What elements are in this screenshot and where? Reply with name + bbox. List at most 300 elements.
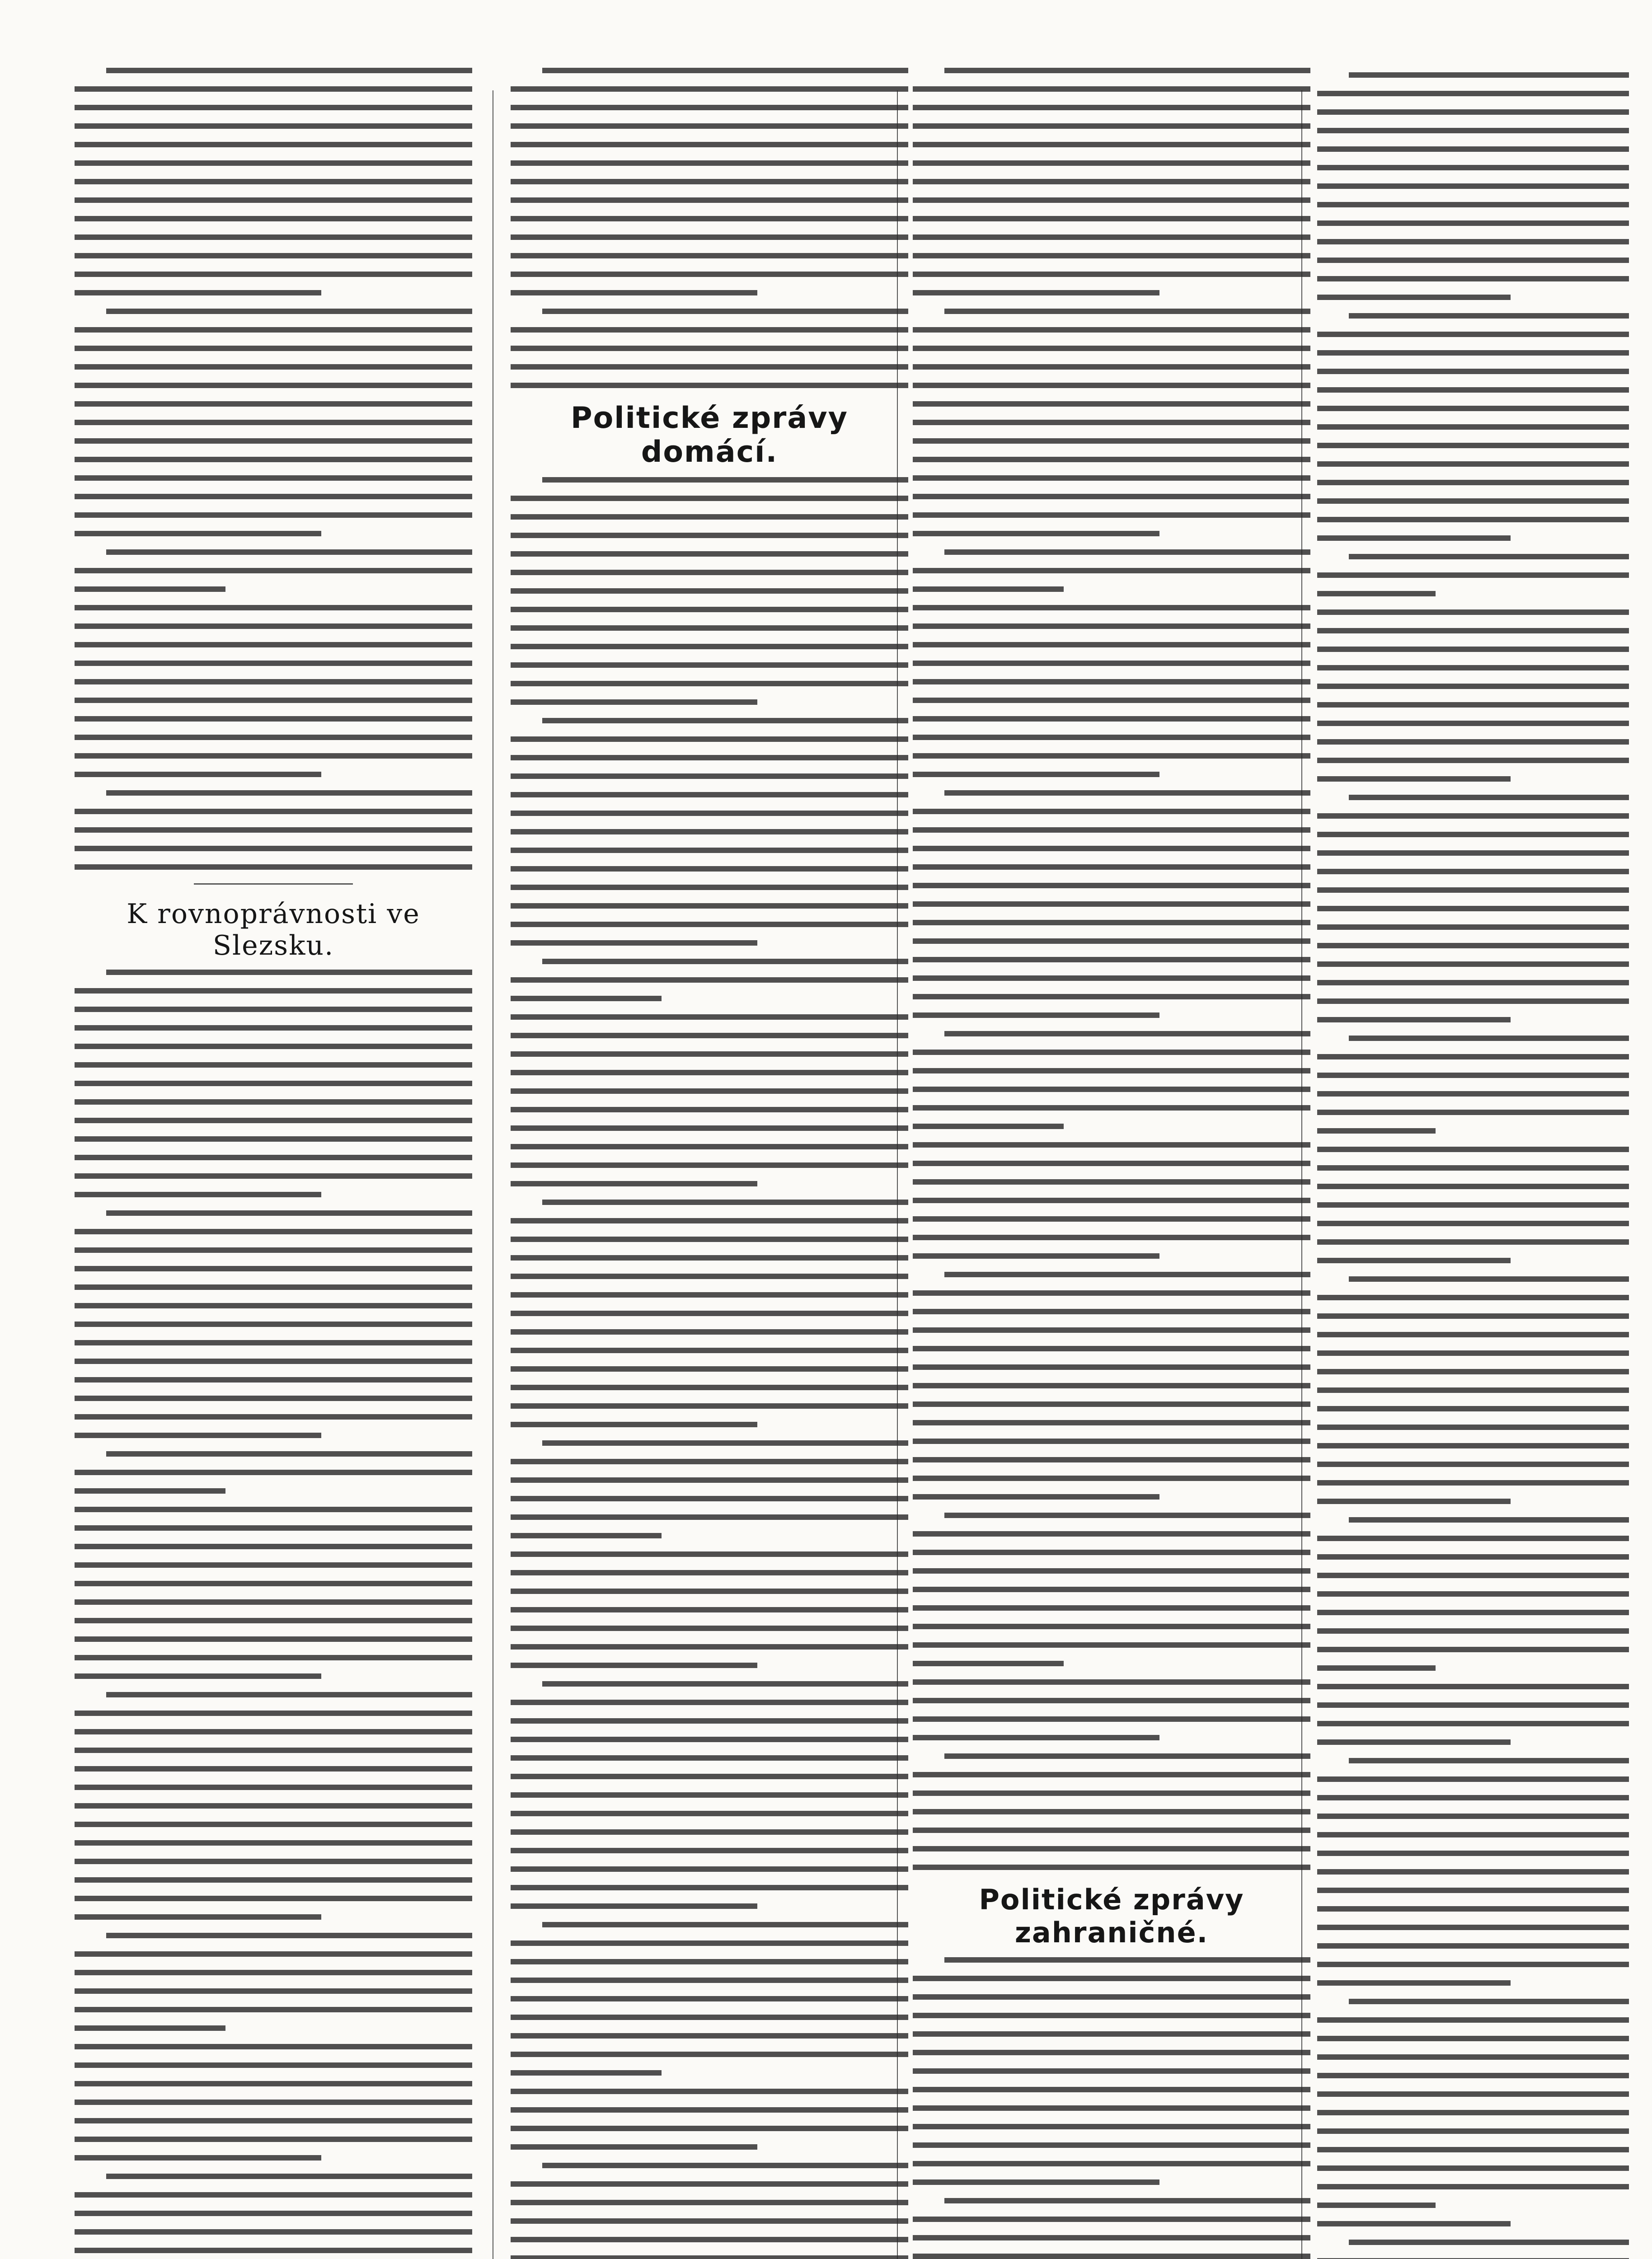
text-line xyxy=(542,309,908,314)
text-line xyxy=(1317,1462,1629,1467)
text-line xyxy=(511,977,908,983)
text-line xyxy=(75,216,472,221)
text-line xyxy=(511,1940,908,1946)
text-line xyxy=(913,346,1310,351)
text-line xyxy=(511,773,908,779)
text-line xyxy=(1317,1591,1629,1597)
text-line xyxy=(75,2155,321,2161)
text-line xyxy=(75,1914,321,1920)
column-4 xyxy=(1317,72,1629,2259)
text-line xyxy=(75,512,472,518)
text-line xyxy=(1317,721,1629,726)
column-4-text xyxy=(1317,72,1629,2259)
text-line xyxy=(75,2211,472,2216)
text-line xyxy=(1349,72,1629,78)
text-line xyxy=(75,1636,472,1642)
text-line xyxy=(106,790,472,796)
text-line xyxy=(913,1494,1159,1500)
text-line xyxy=(511,1737,908,1742)
text-line xyxy=(511,736,908,742)
text-line xyxy=(944,68,1310,73)
text-line xyxy=(1317,1684,1629,1689)
text-line xyxy=(511,811,908,816)
text-line xyxy=(511,588,908,594)
text-line xyxy=(75,401,472,407)
text-line xyxy=(75,142,472,147)
text-line xyxy=(511,514,908,520)
text-line xyxy=(511,1607,908,1612)
text-line xyxy=(511,922,908,927)
text-line xyxy=(1317,258,1629,263)
text-line xyxy=(542,477,908,483)
text-line xyxy=(913,735,1310,740)
text-line xyxy=(913,642,1310,647)
text-line xyxy=(106,1692,472,1697)
text-line xyxy=(913,716,1310,722)
text-line xyxy=(1317,1554,1629,1560)
text-line xyxy=(75,1803,472,1809)
text-line xyxy=(913,1772,1310,1777)
text-line xyxy=(913,438,1310,444)
text-line xyxy=(511,1329,908,1335)
text-line xyxy=(913,1476,1310,1481)
text-line xyxy=(75,1877,472,1883)
text-line xyxy=(511,1551,908,1557)
text-line xyxy=(944,1957,1310,1963)
text-line xyxy=(511,699,757,705)
text-line xyxy=(913,1327,1310,1333)
column-2-top-text xyxy=(511,68,908,388)
text-line xyxy=(1317,1795,1629,1800)
text-line xyxy=(913,772,1159,777)
text-line xyxy=(1317,1425,1629,1430)
text-line xyxy=(75,105,472,110)
text-line xyxy=(511,607,908,612)
text-line xyxy=(75,1229,472,1234)
text-line xyxy=(542,718,908,723)
text-line xyxy=(511,1570,908,1575)
text-line xyxy=(106,1933,472,1938)
text-line xyxy=(511,123,908,129)
text-line xyxy=(75,475,472,481)
text-line xyxy=(75,290,321,295)
text-line xyxy=(1317,1832,1629,1837)
text-line xyxy=(511,2126,908,2131)
text-line xyxy=(75,1433,321,1438)
text-line xyxy=(75,2229,472,2235)
text-line xyxy=(511,105,908,110)
text-line xyxy=(106,1451,472,1457)
text-line xyxy=(1317,461,1629,467)
text-line xyxy=(75,1155,472,1160)
text-line xyxy=(511,755,908,760)
text-line xyxy=(913,123,1310,129)
text-line xyxy=(75,1711,472,1716)
text-line xyxy=(1317,406,1629,411)
text-line xyxy=(511,2107,908,2113)
text-line xyxy=(511,940,757,946)
text-line xyxy=(511,1866,908,1872)
text-line xyxy=(1317,2017,1629,2023)
text-line xyxy=(913,1235,1310,1240)
text-line xyxy=(913,753,1310,759)
text-line xyxy=(944,790,1310,796)
text-line xyxy=(75,809,472,814)
column-3-mid-text xyxy=(913,1957,1310,2259)
text-line xyxy=(75,234,472,240)
text-line xyxy=(542,1440,908,1446)
text-line xyxy=(75,1284,472,1290)
text-line xyxy=(913,1309,1310,1314)
text-line xyxy=(542,2163,908,2168)
text-line xyxy=(511,1700,908,1705)
text-line xyxy=(1317,2165,1629,2171)
text-line xyxy=(913,1457,1310,1462)
text-line xyxy=(511,197,908,203)
text-line xyxy=(913,2050,1310,2055)
text-line xyxy=(1317,239,1629,244)
text-line xyxy=(511,1051,908,1057)
text-line xyxy=(511,866,908,872)
text-line xyxy=(913,457,1310,462)
column-1 xyxy=(75,68,472,2259)
text-line xyxy=(75,1081,472,1086)
text-line xyxy=(913,2235,1310,2240)
text-line xyxy=(1349,2240,1629,2245)
text-line xyxy=(75,1655,472,1660)
text-line xyxy=(1349,1036,1629,1041)
text-line xyxy=(1317,609,1629,615)
text-line xyxy=(913,568,1310,573)
text-line xyxy=(1317,128,1629,133)
text-line xyxy=(913,623,1310,629)
text-line xyxy=(511,86,908,92)
text-line xyxy=(1317,1628,1629,1634)
text-line xyxy=(944,2198,1310,2203)
text-line xyxy=(1317,535,1511,541)
text-line xyxy=(1317,202,1629,207)
text-line xyxy=(75,2007,472,2012)
text-line xyxy=(1317,350,1629,356)
text-line xyxy=(75,1766,472,1772)
text-line xyxy=(75,753,472,759)
text-line xyxy=(511,1718,908,1724)
text-line xyxy=(75,1470,472,1475)
text-line xyxy=(1317,1313,1629,1319)
text-line xyxy=(913,1050,1310,1055)
text-line xyxy=(75,1303,472,1308)
text-line xyxy=(511,1459,908,1464)
text-line xyxy=(511,662,908,668)
text-line xyxy=(913,272,1310,277)
text-line xyxy=(511,1181,757,1186)
text-line xyxy=(913,2105,1310,2111)
text-line xyxy=(913,1401,1310,1407)
text-line xyxy=(1317,813,1629,819)
text-line xyxy=(511,903,908,909)
column-1-top-text xyxy=(75,68,472,870)
text-line xyxy=(542,68,908,73)
text-line xyxy=(913,661,1310,666)
text-line xyxy=(75,2044,472,2049)
text-line xyxy=(75,846,472,851)
text-line xyxy=(75,1192,321,1197)
text-line xyxy=(1317,1814,1629,1819)
text-line xyxy=(913,105,1310,110)
text-line xyxy=(1317,2221,1511,2226)
text-line xyxy=(1317,2147,1629,2152)
text-line xyxy=(75,2248,472,2253)
text-line xyxy=(75,988,472,994)
text-line xyxy=(913,1550,1310,1555)
text-line xyxy=(1317,850,1629,856)
text-line xyxy=(511,496,908,501)
text-line xyxy=(75,457,472,462)
text-line xyxy=(75,772,321,777)
text-line xyxy=(1317,1869,1629,1875)
text-line xyxy=(511,383,908,388)
text-line xyxy=(75,1785,472,1790)
text-line xyxy=(944,1753,1310,1759)
text-line xyxy=(913,383,1310,388)
text-line xyxy=(511,1829,908,1835)
text-line xyxy=(75,716,472,722)
text-line xyxy=(511,644,908,649)
text-line xyxy=(913,2068,1310,2074)
text-line xyxy=(1317,2128,1629,2134)
text-line xyxy=(913,86,1310,92)
text-line xyxy=(75,197,472,203)
text-line xyxy=(511,848,908,853)
text-line xyxy=(511,1848,908,1853)
text-line xyxy=(913,1198,1310,1203)
text-line xyxy=(913,1679,1310,1685)
text-line xyxy=(1317,146,1629,152)
text-line xyxy=(913,1420,1310,1425)
text-line xyxy=(511,2200,908,2205)
text-line xyxy=(1317,220,1629,226)
text-line xyxy=(511,2070,662,2076)
text-line xyxy=(1317,647,1629,652)
text-line xyxy=(1317,1387,1629,1393)
text-line xyxy=(75,531,321,536)
text-line xyxy=(75,160,472,166)
text-line xyxy=(1317,443,1629,448)
text-line xyxy=(75,1562,472,1568)
text-line xyxy=(75,1859,472,1864)
text-line xyxy=(913,327,1310,333)
text-line xyxy=(75,623,472,629)
text-line xyxy=(913,420,1310,425)
text-line xyxy=(511,1107,908,1112)
text-line xyxy=(75,438,472,444)
text-line xyxy=(75,1544,472,1549)
text-line xyxy=(75,1340,472,1345)
text-line xyxy=(75,1618,472,1623)
separator xyxy=(194,883,353,885)
text-line xyxy=(75,2118,472,2123)
text-line xyxy=(944,1031,1310,1036)
text-line xyxy=(75,827,472,833)
text-line xyxy=(913,1568,1310,1574)
text-line xyxy=(1317,1499,1511,1504)
text-line xyxy=(511,1978,908,1983)
text-line xyxy=(913,2013,1310,2018)
text-line xyxy=(511,1403,908,1409)
text-line xyxy=(1317,2036,1629,2041)
text-line xyxy=(511,327,908,333)
text-line xyxy=(1317,1925,1629,1930)
text-line xyxy=(913,1216,1310,1222)
text-line xyxy=(1317,1647,1629,1652)
text-line xyxy=(75,605,472,610)
text-line xyxy=(511,1996,908,2001)
text-line xyxy=(511,1366,908,1372)
text-line xyxy=(913,1976,1310,1981)
text-line xyxy=(1317,498,1629,504)
headline-foreign-politics: Politické zprávy zahraničné. xyxy=(979,1883,1244,1949)
text-line xyxy=(1349,1517,1629,1523)
text-line xyxy=(1317,276,1629,281)
text-line xyxy=(511,1385,908,1390)
text-line xyxy=(913,1846,1310,1851)
text-line xyxy=(75,1488,225,1494)
text-line xyxy=(75,1970,472,1975)
text-line xyxy=(1317,628,1629,633)
text-line xyxy=(944,549,1310,555)
text-line xyxy=(106,2174,472,2179)
text-line xyxy=(913,494,1310,499)
text-line xyxy=(1317,1369,1629,1374)
text-line xyxy=(511,792,908,797)
text-line xyxy=(511,272,908,277)
text-line xyxy=(913,401,1310,407)
text-line xyxy=(913,475,1310,481)
text-line xyxy=(106,970,472,975)
text-line xyxy=(75,123,472,129)
text-line xyxy=(1317,961,1629,967)
text-line xyxy=(913,1642,1310,1648)
text-line xyxy=(511,1885,908,1890)
text-line xyxy=(511,1792,908,1798)
text-line xyxy=(511,1589,908,1594)
text-line xyxy=(1317,1202,1629,1208)
text-line xyxy=(913,1828,1310,1833)
text-line xyxy=(75,1377,472,1383)
text-line xyxy=(1317,1091,1629,1097)
text-line xyxy=(75,1988,472,1994)
text-line xyxy=(913,531,1159,536)
text-line xyxy=(75,272,472,277)
text-line xyxy=(75,1359,472,1364)
text-line xyxy=(913,1161,1310,1166)
text-line xyxy=(1317,91,1629,96)
text-line xyxy=(913,1809,1310,1814)
text-line xyxy=(106,309,472,314)
text-line xyxy=(75,1599,472,1605)
text-line xyxy=(542,1681,908,1687)
text-line xyxy=(75,179,472,184)
text-line xyxy=(913,2254,1310,2259)
text-line xyxy=(1317,1128,1436,1134)
text-line xyxy=(913,1735,1159,1740)
text-line xyxy=(511,2218,908,2224)
text-line xyxy=(1317,2184,1629,2189)
text-line xyxy=(511,2015,908,2020)
text-line xyxy=(913,1179,1310,1185)
text-line xyxy=(511,160,908,166)
column-2-main-text xyxy=(511,477,908,2259)
text-line xyxy=(913,2217,1310,2222)
text-line xyxy=(1317,906,1629,911)
text-line xyxy=(1317,1350,1629,1356)
text-line xyxy=(1317,1980,1511,1986)
text-line xyxy=(75,1025,472,1031)
text-line xyxy=(913,290,1159,295)
text-line xyxy=(913,2087,1310,2092)
text-line xyxy=(1317,1054,1629,1059)
text-line xyxy=(1317,1906,1629,1912)
text-line xyxy=(511,1755,908,1761)
text-line xyxy=(1349,1758,1629,1763)
text-line xyxy=(1317,702,1629,708)
text-line xyxy=(913,1790,1310,1796)
text-line xyxy=(1349,1276,1629,1282)
text-line xyxy=(75,1266,472,1271)
text-line xyxy=(913,605,1310,610)
text-line xyxy=(1317,980,1629,985)
text-line xyxy=(75,86,472,92)
text-line xyxy=(944,309,1310,314)
text-line xyxy=(75,2137,472,2142)
text-line xyxy=(913,901,1310,907)
text-line xyxy=(1317,1536,1629,1541)
text-line xyxy=(1317,2073,1629,2078)
text-line xyxy=(75,1099,472,1105)
text-line xyxy=(511,2033,908,2039)
text-line xyxy=(1317,1239,1629,1245)
text-line xyxy=(75,1896,472,1901)
text-line xyxy=(913,1364,1310,1370)
text-line xyxy=(511,1774,908,1779)
text-line xyxy=(1317,572,1629,578)
text-line xyxy=(511,1125,908,1131)
text-line xyxy=(511,2237,908,2242)
text-line xyxy=(1317,665,1629,670)
text-line xyxy=(913,197,1310,203)
text-line xyxy=(913,253,1310,258)
text-line xyxy=(75,735,472,740)
text-line xyxy=(913,1105,1310,1111)
text-line xyxy=(1317,1073,1629,1078)
text-line xyxy=(511,1496,908,1501)
text-line xyxy=(913,1346,1310,1351)
text-line xyxy=(913,234,1310,240)
text-line xyxy=(75,1507,472,1512)
text-line xyxy=(511,1274,908,1279)
text-line xyxy=(75,1136,472,1142)
text-line xyxy=(75,1007,472,1012)
text-line xyxy=(75,698,472,703)
text-line xyxy=(1317,1295,1629,1300)
text-line xyxy=(1317,2110,1629,2115)
text-line xyxy=(913,364,1310,370)
text-line xyxy=(75,2100,472,2105)
text-line xyxy=(1317,517,1629,522)
text-line xyxy=(1349,554,1629,559)
text-line xyxy=(1317,332,1629,337)
text-line xyxy=(913,975,1310,981)
